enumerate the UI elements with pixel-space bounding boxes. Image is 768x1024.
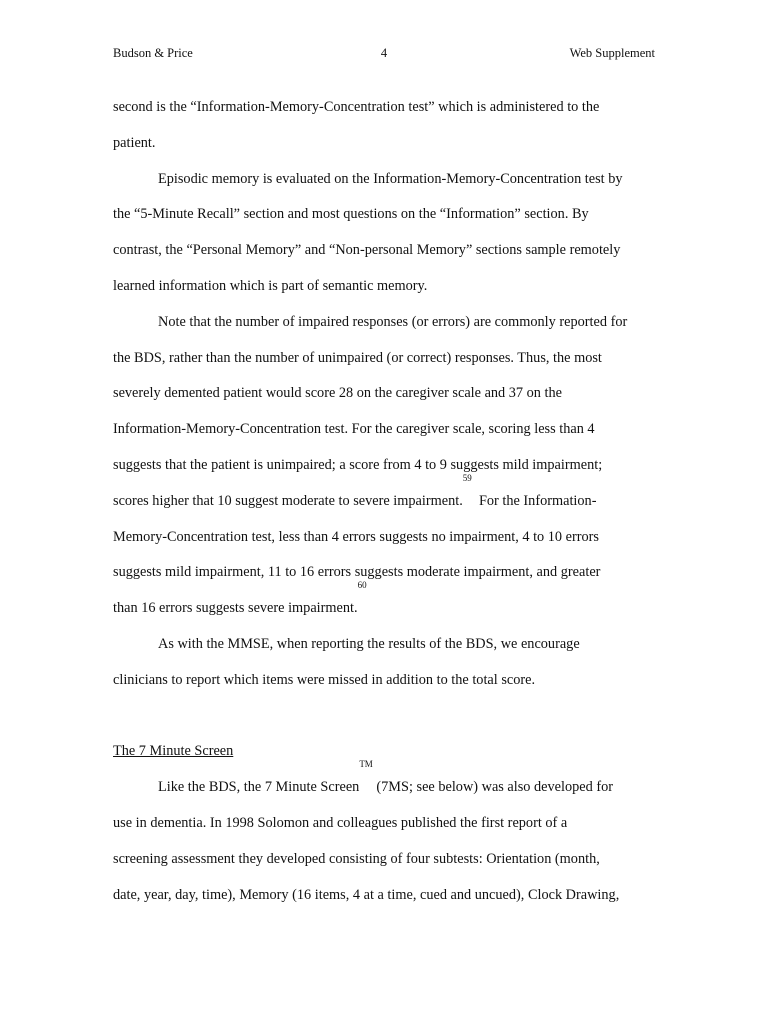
header-authors: Budson & Price (113, 46, 193, 60)
page-number: 4 (380, 46, 388, 60)
text-line (113, 580, 658, 627)
text-line (113, 472, 658, 520)
paragraph-start: As with the MMSE, when reporting the results of the BDS, we encourage (158, 635, 580, 652)
text-line: clinicians to report which items were missed in addition to the total score. (113, 671, 536, 688)
text-line: patient. (113, 134, 156, 151)
header-title: Web Supplement (569, 46, 655, 60)
trademark-mark: TM (359, 759, 373, 770)
section-heading: The 7 Minute Screen (113, 743, 234, 760)
text-line: suggests that the patient is unimpaired; a score from 4 to 9 suggests mild impairment; (113, 456, 603, 473)
document-body (113, 90, 658, 913)
section-heading-line (113, 734, 658, 770)
text-line: Information-Memory-Concentration test. For the caregiver scale, scoring less than 4 (113, 421, 595, 438)
running-header (113, 46, 655, 64)
footnote-ref-60: 60 (357, 580, 367, 591)
text-segment: (7MS; see below) was also developed for (376, 779, 614, 796)
text-segment: Like the BDS, the 7 Minute Screen (158, 779, 360, 796)
text-line: suggests mild impairment, 11 to 16 errors suggests moderate impairment, and greater (113, 564, 601, 581)
text-line: the BDS, rather than the number of unimpaired (or correct) responses. Thus, the most (113, 349, 602, 366)
footnote-ref-59: 59 (462, 472, 472, 483)
text-line: date, year, day, time), Memory (16 items, 4 at a time, cued and uncued), Clock Drawing, (113, 886, 620, 903)
text-line: learned information which is part of semantic memory. (113, 277, 428, 294)
text-line: contrast, the “Personal Memory” and “Non-personal Memory” sections sample remotely (113, 242, 621, 259)
text-line: second is the “Information-Memory-Concentration test” which is administered to the (113, 99, 600, 115)
paragraph-start (113, 759, 658, 806)
text-line: screening assessment they developed consisting of four subtests: Orientation (month, (113, 850, 600, 867)
blank-line (113, 699, 658, 735)
text-segment: For the Information- (478, 492, 597, 509)
paragraph-start: Episodic memory is evaluated on the Information-Memory-Concentration test by (158, 170, 623, 187)
text-segment: than 16 errors suggests severe impairment. (113, 600, 358, 617)
text-segment: scores higher that 10 suggest moderate to severe impairment. (113, 492, 463, 509)
paragraph-start: Note that the number of impaired responses (or errors) are commonly reported for (158, 313, 628, 330)
text-line: the “5-Minute Recall” section and most questions on the “Information” section. By (113, 206, 589, 223)
text-line: Memory-Concentration test, less than 4 errors suggests no impairment, 4 to 10 errors (113, 528, 599, 545)
text-line: use in dementia. In 1998 Solomon and colleagues published the first report of a (113, 814, 568, 831)
text-line: severely demented patient would score 28 on the caregiver scale and 37 on the (113, 385, 562, 402)
